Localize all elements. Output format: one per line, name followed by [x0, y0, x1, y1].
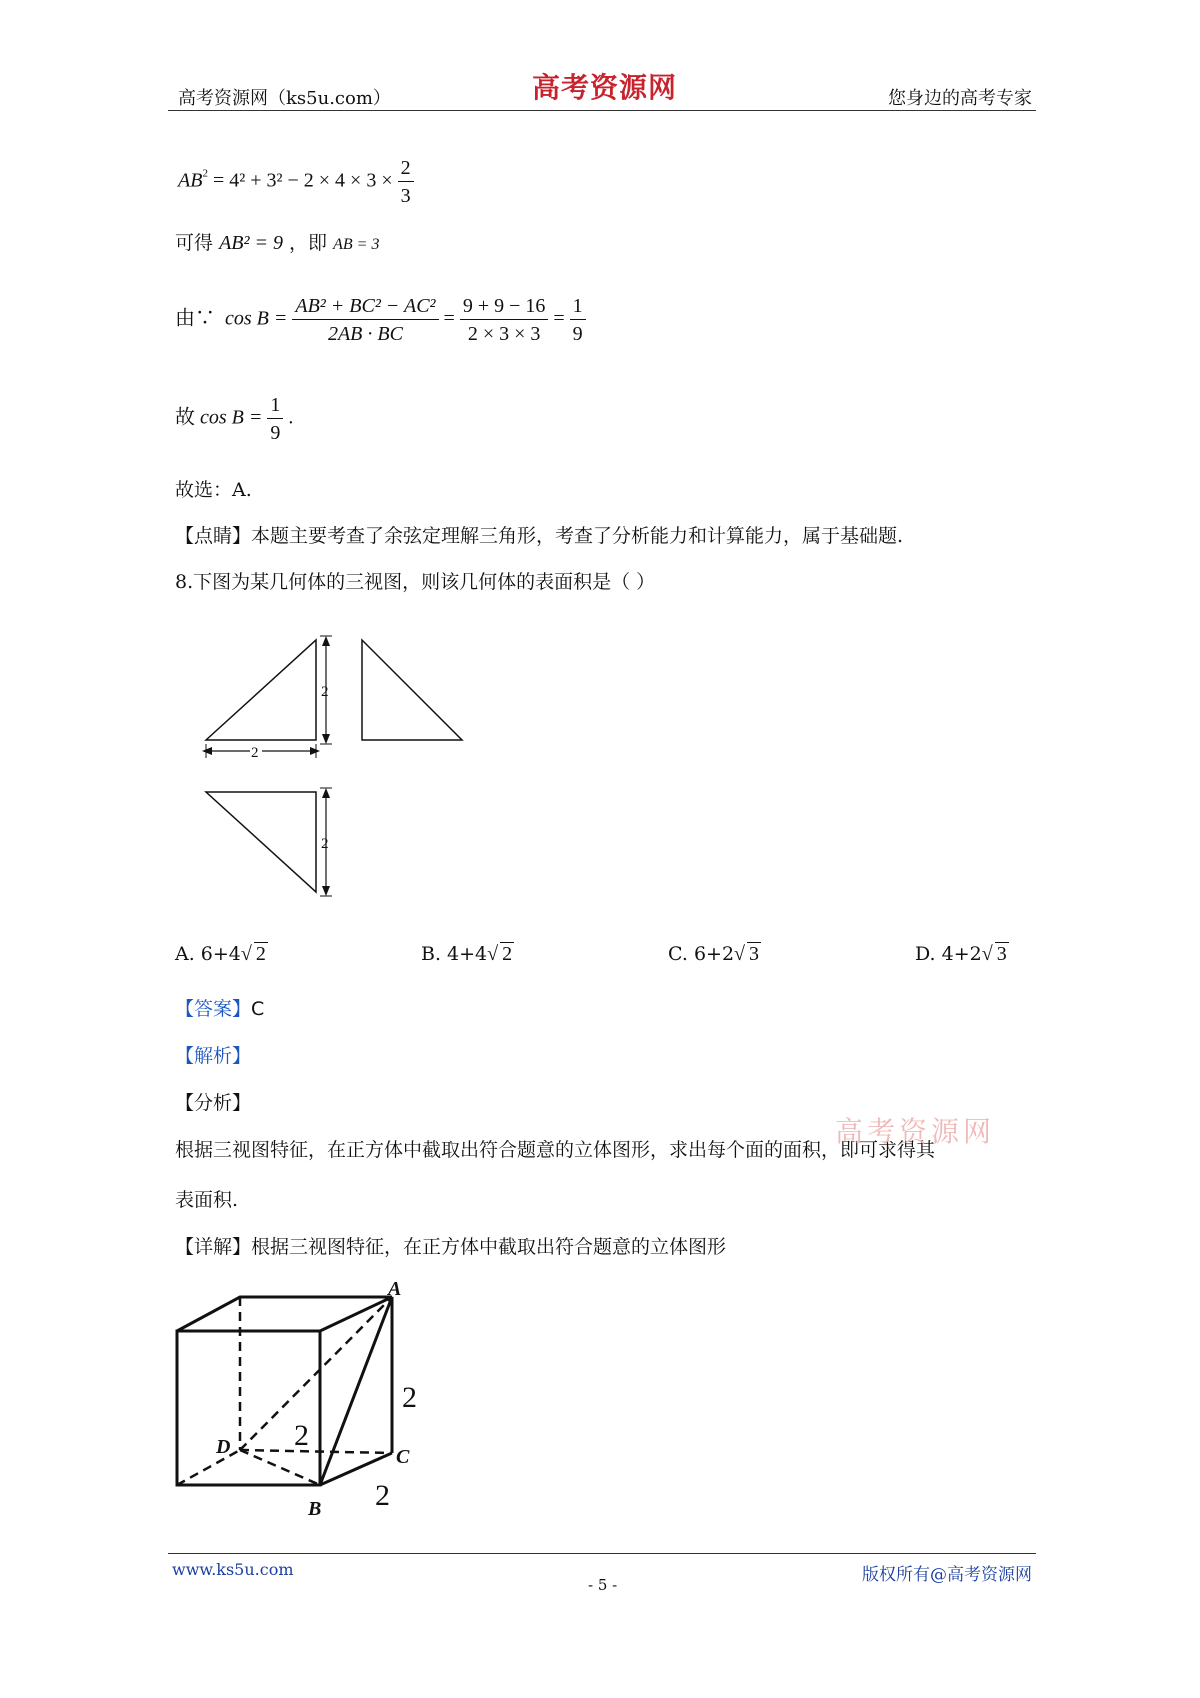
- label-c: C: [396, 1446, 410, 1468]
- fraction-numeric: $\frac{9 + 9 - 16}{2 \times 3 \times 3}$: [460, 296, 549, 344]
- detail-line: 【详解】根据三视图特征，在正方体中截取出符合题意的立体图形: [175, 1236, 727, 1258]
- equation-ab-squared: $AB^2 = 4^2 + 3^2 - 2 \times 4 \times 3$ × $\frac{2}{3}$: [178, 158, 414, 206]
- cube-top-face: [177, 1297, 392, 1331]
- label-ac-length: 2: [402, 1381, 417, 1414]
- front-height-label: 2: [321, 684, 329, 700]
- top-height-label: 2: [321, 836, 329, 852]
- watermark: 高考资源网: [835, 1115, 996, 1148]
- equation-cos-b: 由∵ cos B = $\frac{\text{AB² + BC² − AC²}}{2AB \cdot BC}$ = $\frac{9 + 9 - 16}{2 \times 3 \times 3}$ = $\frac{1}{9}$: [175, 296, 586, 344]
- front-width-label: 2: [251, 745, 259, 761]
- header-left: 高考资源网（ks5u.com）: [178, 88, 391, 109]
- cube-hidden-da: [240, 1297, 392, 1450]
- label-bc-length: 2: [375, 1479, 390, 1512]
- question-8: 8.下图为某几何体的三视图，则该几何体的表面积是（ ）: [175, 571, 656, 593]
- line-ab-result: 可得 AB² = 9 ，即 AB = 3: [175, 232, 380, 254]
- cube-hidden-dc: [240, 1450, 392, 1453]
- fenxi-label: 【分析】: [175, 1092, 252, 1114]
- option-d: D. 4+2√ 3: [915, 943, 1007, 965]
- option-a: A. 6+4√ 2: [175, 943, 266, 965]
- fraction-two-thirds: $\frac{2}{3}$: [398, 158, 414, 206]
- cube-front-face: [177, 1331, 320, 1485]
- fraction-cosine-law: $\frac{\text{AB² + BC² − AC²}}{2AB \cdot BC}$: [292, 296, 438, 344]
- page-number: - 5 -: [588, 1576, 618, 1594]
- analysis-label: 【解析】: [175, 1045, 252, 1067]
- fraction-one-ninth: $\frac{1}{9}$: [570, 296, 586, 344]
- cube-hidden-db: [240, 1450, 320, 1485]
- cube-figure: [170, 1275, 450, 1520]
- option-c: C. 6+2√ 3: [668, 943, 760, 965]
- three-view-figure: [190, 630, 490, 910]
- analysis-para-2: 表面积.: [175, 1189, 239, 1211]
- label-d: D: [216, 1436, 231, 1458]
- side-view-triangle: [362, 640, 462, 740]
- line-answer-choice: 故选：A.: [175, 479, 252, 501]
- footer-divider: [168, 1553, 1036, 1554]
- label-db-length: 2: [294, 1419, 309, 1452]
- top-view-triangle: [206, 792, 316, 892]
- label-a: A: [388, 1278, 402, 1300]
- footer-link[interactable]: www.ks5u.com: [172, 1560, 294, 1579]
- label-b: B: [308, 1498, 322, 1520]
- front-view-triangle: [206, 640, 316, 740]
- footer-copyright: 版权所有@高考资源网: [862, 1565, 1032, 1585]
- analysis-para-1: 根据三视图特征，在正方体中截取出符合题意的立体图形，求出每个面的面积，即可求得其: [175, 1139, 936, 1161]
- line-comment: 【点睛】本题主要考查了余弦定理解三角形，考查了分析能力和计算能力，属于基础题.: [175, 525, 904, 547]
- header-divider: [168, 110, 1036, 111]
- option-b: B. 4+4√ 2: [421, 943, 513, 965]
- header-right: 您身边的高考专家: [888, 88, 1032, 109]
- header-logo: 高考资源网: [532, 71, 678, 104]
- answer-line: 【答案】C: [175, 998, 265, 1020]
- line-cos-b-result: 故 cos B = $\frac{1}{9}$ .: [175, 394, 294, 444]
- fraction-result: $\frac{1}{9}$: [267, 395, 283, 443]
